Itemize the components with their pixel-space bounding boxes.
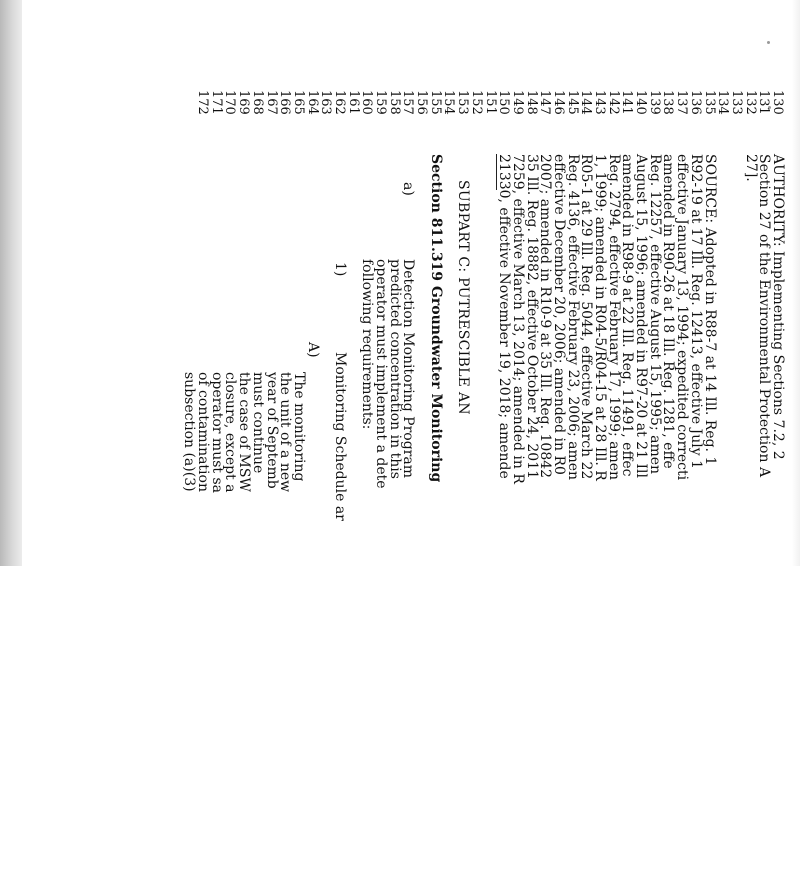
source-line: SOURCE: Adopted in R88-7 at 14 Ill. Reg. 1 — [701, 154, 718, 466]
line-number: 137 — [674, 90, 690, 115]
paragraph-A-line: of contamination — [195, 372, 212, 492]
source-line: R05-1 at 29 Ill. Reg. 5044, effective March 22 — [578, 154, 595, 480]
paragraph-A-line: operator must sa — [208, 372, 225, 493]
paragraph-A-line: subsection (a)(3) — [181, 372, 198, 492]
document-body — [182, 154, 784, 654]
paragraph-a-line — [401, 154, 415, 654]
line-number: 141 — [619, 90, 635, 115]
source-line: R92-19 at 17 Ill. Reg. 12413, effective July 1 — [687, 154, 704, 470]
line-number: 138 — [660, 90, 676, 115]
paragraph-A-line: the unit of a new — [277, 372, 294, 493]
line-number: 162 — [332, 90, 347, 115]
line-number: 161 — [345, 90, 361, 115]
paragraph-A-line: the case of MSW — [236, 372, 253, 492]
source-line: Reg. 12257, effective August 15, 1995; amen — [646, 154, 663, 475]
source-line: effective January 13, 1994; expedited correcti — [674, 154, 691, 481]
scan-speck — [767, 41, 770, 44]
line-number: 164 — [304, 90, 320, 115]
line-number: 165 — [290, 90, 306, 115]
subpart-heading: SUBPART C: PUTRESCIBLE AN — [455, 180, 472, 415]
source-line: Reg. 2794, effective February 17, 1999; amen — [605, 154, 622, 481]
line-number: 142 — [605, 90, 621, 115]
paragraph-A-line: closure, except a — [222, 372, 239, 493]
line-number: 152 — [468, 90, 484, 115]
line-number: 170 — [222, 90, 238, 115]
line-number: 151 — [482, 90, 498, 115]
line-number: 158 — [386, 90, 402, 115]
paragraph-A-label-line — [305, 154, 319, 654]
line-number: 134 — [715, 90, 731, 115]
line-number: 157 — [400, 90, 416, 115]
paragraph-1-text: Monitoring Schedule ar — [332, 352, 348, 521]
paragraph-A-line: The monitoring — [290, 372, 307, 482]
line-number: 140 — [633, 90, 649, 115]
blank-line — [729, 154, 743, 654]
paragraph-A-label: A) — [304, 342, 321, 358]
line-number: 131 — [756, 90, 772, 115]
paragraph-a-line: following requirements: — [359, 259, 376, 430]
authority-line: 27]. — [742, 154, 759, 182]
line-number: 144 — [578, 90, 594, 115]
paragraph-a-line: predicted concentration in this — [386, 259, 403, 479]
authority-line: AUTHORITY: Implementing Sections 7.2, 2 — [770, 154, 786, 460]
source-line: 2007; amended in R10-9 at 35 Ill. Reg. 10842 — [537, 154, 554, 479]
line-number-column — [195, 90, 784, 142]
blank-line — [469, 154, 483, 654]
paragraph-a-line: operator must implement a dete — [373, 259, 390, 489]
line-number: 148 — [523, 90, 539, 115]
scan-edge-right — [792, 0, 800, 566]
line-number: 136 — [687, 90, 703, 115]
source-line: August 15, 1996; amended in R97-20 at 21 Ill — [633, 154, 650, 478]
line-number: 133 — [728, 90, 744, 115]
source-line: 21330, effective November 19, 2018; amende — [496, 154, 513, 479]
paragraph-a-text: Detection Monitoring Program — [400, 259, 417, 478]
line-number: 172 — [195, 90, 211, 115]
source-line: Reg. 4136, effective February 23, 2006; amen — [564, 154, 581, 481]
line-number: 150 — [496, 90, 512, 115]
paragraph-A-line: must continue — [249, 372, 266, 474]
paragraph-1-label: 1) — [332, 262, 348, 277]
source-line: 1, 1999; amended in R04-5/R04-15 at 28 Ill. R — [592, 154, 609, 481]
line-number: 160 — [359, 90, 375, 115]
line-number: 153 — [455, 90, 471, 115]
line-number: 147 — [537, 90, 553, 115]
line-number: 149 — [509, 90, 525, 115]
line-number: 135 — [701, 90, 717, 115]
line-number: 169 — [236, 90, 252, 115]
paragraph-a-label: a) — [400, 182, 417, 196]
scan-edge-shadow — [0, 0, 22, 566]
blank-line — [442, 154, 456, 654]
rotated-document-page — [181, 90, 786, 890]
section-heading: Section 811.319 Groundwater Monitoring — [427, 154, 444, 483]
paragraph-A-line: year of Septemb — [263, 372, 280, 489]
blank-line — [414, 154, 428, 654]
source-line: 7259, effective March 13, 2014; amended in R — [509, 154, 526, 484]
line-number: 146 — [551, 90, 566, 115]
blank-line — [716, 154, 730, 654]
source-line: amended in R98-9 at 22 Ill. Reg. 11491, effec — [619, 154, 636, 477]
line-number: 168 — [249, 90, 265, 115]
line-number: 145 — [564, 90, 580, 115]
line-number: 167 — [263, 90, 279, 115]
blank-line — [346, 154, 360, 654]
line-number: 171 — [208, 90, 224, 115]
line-number: 130 — [770, 90, 785, 115]
line-number: 143 — [592, 90, 608, 115]
paragraph-1-line — [332, 154, 346, 654]
line-number: 154 — [441, 90, 457, 115]
line-number: 139 — [646, 90, 662, 115]
line-number: 155 — [427, 90, 443, 115]
line-number: 132 — [742, 90, 758, 115]
authority-line: Section 27 of the Environmental Protection A — [756, 154, 773, 478]
source-line: amended in R90-26 at 18 Ill. Reg. 1281, effe — [660, 154, 677, 469]
line-number: 156 — [414, 90, 430, 115]
source-line: effective December 20, 2006; amended in R0 — [551, 154, 567, 475]
line-number: 166 — [277, 90, 293, 115]
blank-line — [319, 154, 333, 654]
line-number: 159 — [373, 90, 389, 115]
separator-line-row — [483, 154, 497, 654]
line-number: 163 — [318, 90, 334, 115]
source-line: 35 Ill. Reg. 18882, effective October 24, 2011 — [523, 154, 540, 479]
